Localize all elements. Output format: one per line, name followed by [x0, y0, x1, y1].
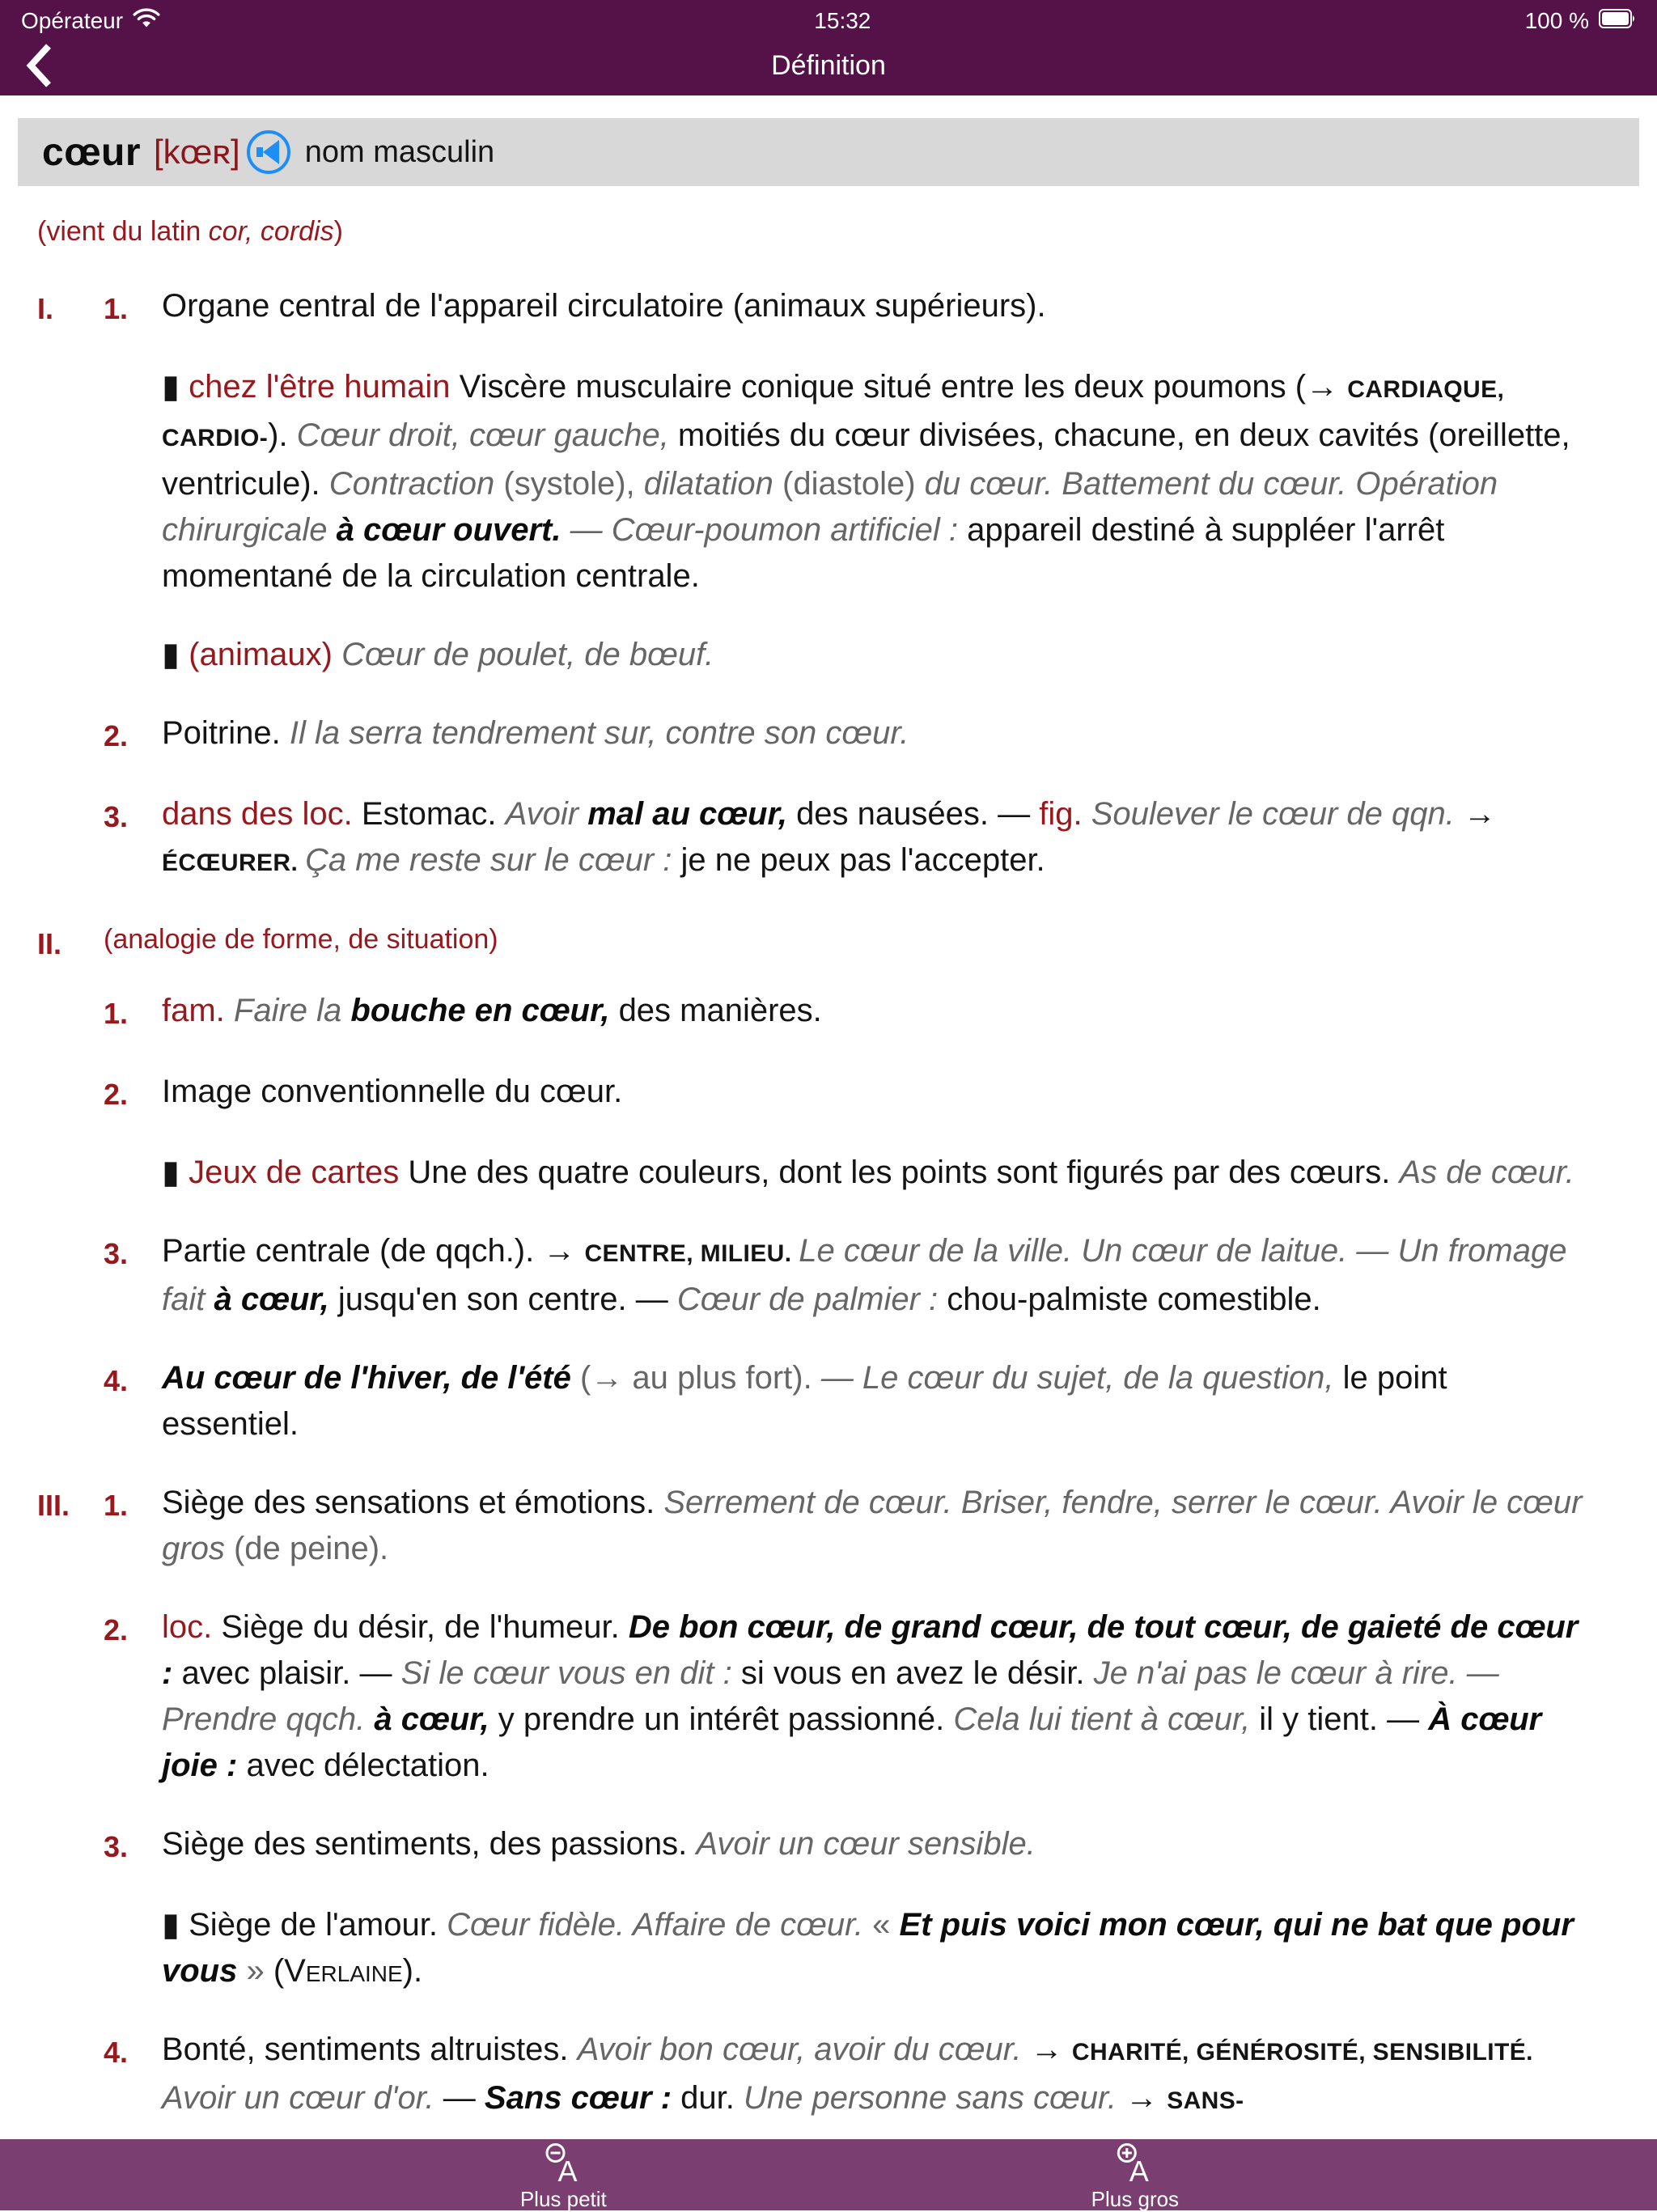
text-segment: Verlaine: [284, 1953, 403, 1989]
sense-text: [162, 283, 1589, 332]
text-segment: du cœur. Battement du cœur. Opération chirurgicale: [162, 466, 1498, 548]
text-segment: Soulever le cœur de qqn.: [1091, 796, 1464, 832]
increase-font-label: Plus gros: [1091, 2187, 1180, 2211]
decrease-font-icon: [542, 2155, 584, 2188]
navigation-bar: [0, 39, 1657, 95]
sense-row: [0, 1604, 1657, 1789]
text-segment: Viscère musculaire conique situé entre les deux poumons (→: [459, 369, 1348, 405]
roman-numeral: [37, 1355, 104, 1447]
text-segment: avec délectation.: [246, 1748, 489, 1783]
text-segment: CARDIAQUE, CARDIO-: [162, 376, 1505, 451]
text-segment: dilatation: [643, 466, 783, 502]
roman-numeral: II.: [37, 927, 62, 960]
text-segment: Faire la: [233, 993, 351, 1028]
text-segment: «: [872, 1907, 900, 1943]
roman-numeral: [37, 988, 104, 1036]
sense-text: [162, 1902, 1589, 1994]
text-segment: →: [1030, 2032, 1072, 2067]
text-segment: Avoir: [505, 796, 588, 832]
text-segment: ▮: [162, 637, 189, 672]
sense-number: 3.: [104, 1237, 129, 1270]
sense-number: [104, 632, 162, 678]
sense-text: [162, 988, 1589, 1036]
text-segment: À cœur joie :: [162, 1701, 1542, 1783]
sense-row: [0, 1069, 1657, 1117]
part-of-speech-label: nom masculin: [304, 134, 495, 169]
text-segment: —: [443, 2080, 485, 2116]
text-segment: chou-palmiste comestible.: [947, 1282, 1321, 1317]
text-segment: Siège des sensations et émotions.: [162, 1485, 664, 1520]
sense-number: 2.: [104, 719, 129, 752]
sense-text: [162, 1355, 1589, 1447]
text-segment: dans des loc.: [162, 796, 362, 832]
text-segment: chez l'être humain: [189, 369, 460, 405]
sense-number: [104, 1150, 162, 1196]
top-bar: [0, 0, 1657, 95]
text-segment: Image conventionnelle du cœur.: [162, 1074, 623, 1109]
text-segment: le point essentiel.: [162, 1360, 1447, 1442]
sense-row: [0, 1821, 1657, 1870]
text-segment: Au cœur de l'hiver, de l'été: [162, 1360, 580, 1396]
text-segment: bouche en cœur,: [350, 993, 619, 1028]
text-segment: »: [246, 1953, 273, 1989]
phonetic-transcription: [kœʀ]: [154, 133, 240, 171]
sense-row: [0, 710, 1657, 759]
text-segment: (systole),: [503, 466, 644, 502]
text-segment: Bonté, sentiments altruistes.: [162, 2032, 578, 2067]
sense-text: [162, 2027, 1589, 2124]
text-segment: des manières.: [618, 993, 822, 1028]
text-segment: Cœur fidèle. Affaire de cœur.: [447, 1907, 873, 1943]
sense-row: [0, 791, 1657, 886]
headword: cœur: [42, 130, 141, 174]
section-label: (analogie de forme, de situation): [104, 924, 498, 955]
text-segment: il y tient. —: [1259, 1701, 1429, 1737]
text-segment: Jeux de cartes: [189, 1155, 409, 1190]
headword-bar: [18, 118, 1639, 186]
battery-percent-label: 100 %: [1524, 8, 1589, 33]
sense-text: [162, 1480, 1589, 1572]
wifi-icon: [133, 8, 160, 35]
text-segment: →: [1463, 796, 1496, 832]
text-segment: →: [1125, 2080, 1168, 2116]
etymology-line: [0, 214, 1657, 249]
roman-numeral: [37, 710, 104, 759]
sub-entry-row: [0, 632, 1657, 678]
text-segment: Partie centrale (de qqch.). →: [162, 1233, 585, 1269]
text-segment: à cœur,: [214, 1282, 338, 1317]
sense-number: 3.: [104, 800, 129, 833]
roman-numeral: III.: [37, 1489, 70, 1522]
text-segment: Sans cœur :: [484, 2080, 681, 2116]
text-segment: si vous en avez le désir.: [740, 1655, 1094, 1691]
text-segment: Contraction: [328, 466, 504, 502]
text-segment: Avoir bon cœur, avoir du cœur.: [577, 2032, 1031, 2067]
sense-text: [162, 791, 1589, 886]
text-segment: Et puis voici mon cœur, qui ne bat que pour vous: [162, 1907, 1574, 1989]
sense-row: [0, 1355, 1657, 1447]
text-segment: cor, cordis: [208, 216, 334, 247]
sub-entry-row: [0, 1902, 1657, 1994]
sense-number: [104, 364, 162, 600]
text-segment: (animaux): [189, 637, 342, 672]
text-segment: SANS-: [1167, 2087, 1244, 2114]
text-segment: ).: [268, 417, 297, 453]
sense-text: [162, 1604, 1589, 1789]
roman-numeral: [37, 1821, 104, 1870]
text-segment: ▮: [162, 369, 189, 405]
section-header-row: [0, 918, 1657, 967]
sub-entry-row: [0, 1150, 1657, 1196]
text-segment: (→ au plus fort).: [579, 1360, 821, 1396]
text-segment: De bon cœur, de grand cœur, de tout cœur, de gaieté de cœur :: [162, 1609, 1579, 1691]
battery-icon: [1599, 8, 1636, 34]
text-segment: CHARITÉ, GÉNÉROSITÉ, SENSIBILITÉ.: [1071, 2039, 1533, 2066]
text-segment: mal au cœur,: [587, 796, 797, 832]
decrease-font-label: Plus petit: [519, 2187, 607, 2211]
text-segment: (diastole): [782, 466, 925, 502]
text-segment: fig.: [1039, 796, 1091, 832]
text-segment: Le cœur de la ville. Un cœur de laitue. — Un fromage fait: [162, 1233, 1567, 1317]
sense-row: [0, 988, 1657, 1036]
sense-number: 1.: [104, 997, 129, 1030]
sub-entry-row: [0, 364, 1657, 600]
status-bar: [0, 0, 1657, 39]
increase-font-icon: [1114, 2155, 1156, 2188]
roman-numeral: [37, 364, 104, 600]
text-segment: Cœur de palmier :: [676, 1282, 947, 1317]
sense-text: [162, 632, 1589, 678]
sense-row: [0, 1480, 1657, 1572]
svg-text:A: A: [557, 2155, 578, 2184]
text-segment: Siège des sentiments, des passions.: [162, 1826, 697, 1862]
roman-numeral: [37, 1902, 104, 1994]
sense-number: 3.: [104, 1830, 129, 1863]
text-segment: Ça me reste sur le cœur :: [304, 842, 681, 878]
sense-number: 1.: [104, 1489, 129, 1522]
page-title: Définition: [771, 50, 886, 81]
roman-numeral: [37, 632, 104, 678]
sense-text: [162, 710, 1589, 759]
text-segment: ): [333, 216, 343, 247]
text-segment: Une personne sans cœur.: [744, 2080, 1126, 2116]
text-segment: à cœur,: [374, 1701, 498, 1737]
text-segment: (de peine).: [233, 1531, 389, 1566]
roman-numeral: [37, 1069, 104, 1117]
roman-numeral: [37, 2027, 104, 2124]
text-segment: (: [273, 1953, 285, 1989]
sense-number: [104, 1902, 162, 1994]
pronunciation-speaker-icon[interactable]: [245, 129, 292, 176]
text-segment: Si le cœur vous en dit :: [400, 1655, 741, 1691]
text-segment: avec plaisir. —: [181, 1655, 401, 1691]
roman-numeral: [37, 1604, 104, 1789]
text-segment: y prendre un intérêt passionné.: [498, 1701, 954, 1737]
sense-text: [162, 1069, 1589, 1117]
text-segment: des nausées. —: [796, 796, 1040, 832]
clock-label: 15:32: [814, 8, 871, 33]
roman-numeral: I.: [37, 292, 54, 325]
sense-number: 4.: [104, 2036, 129, 2069]
text-segment: (vient du latin: [37, 216, 209, 247]
sense-number: 4.: [104, 1364, 129, 1397]
definition-content: [0, 214, 1657, 2156]
sense-row: [0, 1228, 1657, 1323]
text-segment: loc.: [162, 1609, 222, 1645]
sense-text: [162, 1228, 1589, 1323]
sense-text: [162, 364, 1589, 600]
text-segment: Je n'ai pas le cœur à rire. — Prendre qqch.: [162, 1655, 1499, 1737]
definition-list: [0, 283, 1657, 2124]
text-segment: je ne peux pas l'accepter.: [680, 842, 1045, 878]
text-segment: As de cœur.: [1399, 1155, 1574, 1190]
font-size-toolbar: [0, 2139, 1657, 2210]
text-segment: Serrement de cœur. Briser, fendre, serrer le cœur. Avoir le cœur gros: [162, 1485, 1583, 1566]
text-segment: Siège du désir, de l'humeur.: [221, 1609, 629, 1645]
text-segment: ÉCŒURER.: [162, 850, 305, 876]
text-segment: ▮ Siège de l'amour.: [162, 1907, 447, 1943]
text-segment: jusqu'en son centre. —: [337, 1282, 677, 1317]
roman-numeral: [37, 791, 104, 886]
text-segment: moitiés du cœur divisées, chacune, en deux cavités (oreillette, ventricule).: [162, 417, 1570, 502]
text-segment: Poitrine.: [162, 715, 290, 751]
text-segment: ).: [402, 1953, 423, 1989]
sense-text: [162, 1150, 1589, 1196]
text-segment: Cœur droit, cœur gauche,: [296, 417, 678, 453]
text-segment: appareil destiné à suppléer l'arrêt momentané de la circulation centrale.: [162, 512, 1445, 594]
sense-row: [0, 2027, 1657, 2124]
text-segment: Estomac.: [361, 796, 506, 832]
text-segment: Cœur de poulet, de bœuf.: [341, 637, 714, 672]
text-segment: CENTRE, MILIEU.: [584, 1240, 799, 1267]
text-segment: — Le cœur du sujet, de la question,: [820, 1360, 1343, 1396]
text-segment: ▮: [162, 1155, 189, 1190]
sense-number: 2.: [104, 1613, 129, 1646]
roman-numeral: [37, 1228, 104, 1323]
svg-text:A: A: [1129, 2155, 1149, 2184]
text-segment: Avoir un cœur sensible.: [696, 1826, 1036, 1862]
roman-numeral: [37, 1150, 104, 1196]
carrier-label: Opérateur: [21, 8, 124, 33]
sense-number: 1.: [104, 292, 129, 325]
text-segment: — Cœur-poumon artificiel :: [570, 512, 968, 548]
sense-number: 2.: [104, 1078, 129, 1111]
text-segment: Il la serra tendrement sur, contre son cœur.: [289, 715, 909, 751]
text-segment: fam.: [162, 993, 234, 1028]
sense-text: [162, 1821, 1589, 1870]
increase-font-button[interactable]: [1091, 2142, 1179, 2212]
text-segment: Avoir un cœur d'or.: [162, 2080, 443, 2116]
text-segment: Organe central de l'appareil circulatoire (animaux supérieurs).: [162, 288, 1046, 324]
text-segment: à cœur ouvert.: [336, 512, 570, 548]
text-segment: dur.: [680, 2080, 744, 2116]
sense-row: [0, 283, 1657, 332]
text-segment: Cela lui tient à cœur,: [953, 1701, 1260, 1737]
decrease-font-button[interactable]: [520, 2142, 607, 2212]
text-segment: Une des quatre couleurs, dont les points sont figurés par des cœurs.: [408, 1155, 1400, 1190]
